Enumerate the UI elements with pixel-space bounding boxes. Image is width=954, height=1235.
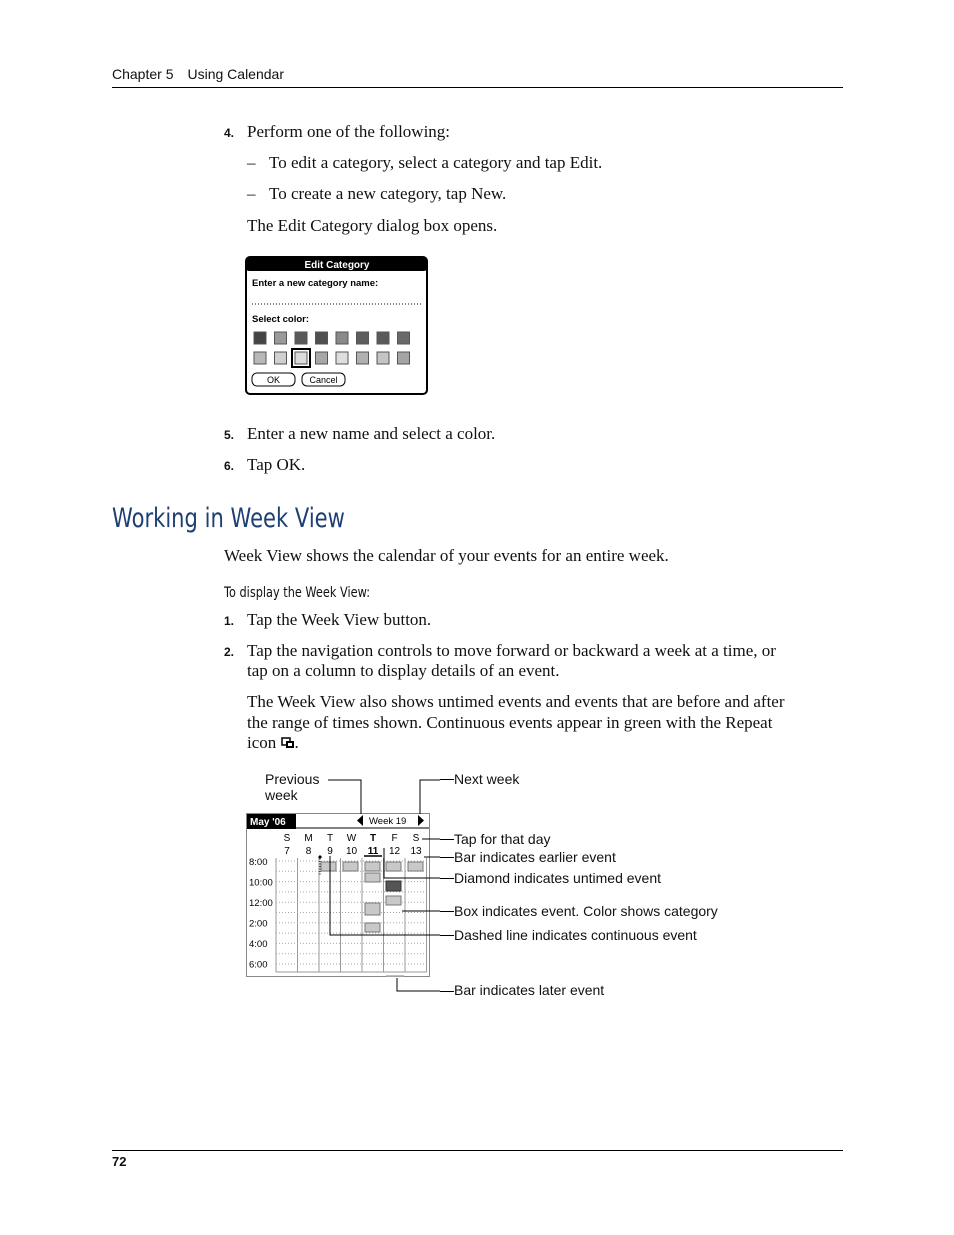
color-swatch[interactable]	[275, 352, 287, 364]
event-box[interactable]	[365, 923, 380, 932]
color-swatch[interactable]	[254, 332, 266, 344]
color-swatch[interactable]	[295, 332, 307, 344]
color-swatch[interactable]	[336, 332, 348, 344]
month-label: May '06	[250, 817, 286, 828]
event-box[interactable]	[321, 862, 336, 871]
page-number: 72	[112, 1154, 127, 1169]
step-text-line: Tap the navigation controls to move forward or backward a week at a time, or	[247, 641, 776, 660]
procedure-heading: To display the Week View:	[224, 585, 371, 601]
day-initial[interactable]: S	[412, 833, 420, 844]
color-swatch[interactable]	[357, 352, 369, 364]
time-label: 8:00	[249, 857, 268, 868]
paragraph-text: icon	[247, 733, 277, 752]
callout-line-previous	[328, 780, 361, 814]
callout-line-untimed-ext	[440, 878, 454, 879]
event-box[interactable]	[386, 896, 401, 905]
paragraph-line: The Week View also shows untimed events and events that are before and after	[247, 692, 785, 711]
week-label: Week 19	[369, 816, 407, 827]
time-label: 2:00	[249, 918, 268, 930]
event-box[interactable]	[386, 862, 401, 871]
cancel-label: Cancel	[309, 375, 338, 385]
callout-event-box: Box indicates event. Color shows category	[454, 903, 718, 919]
day-date[interactable]: 9	[327, 846, 333, 857]
callout-line-box-ext	[440, 911, 454, 912]
step-number: 1.	[224, 614, 235, 628]
time-label: 10:00	[249, 877, 273, 889]
step-number: 5.	[224, 428, 235, 442]
chapter-label: Chapter 5	[112, 66, 174, 82]
event-box[interactable]	[386, 881, 401, 891]
bullet-dash: –	[247, 153, 256, 172]
time-label: 12:00	[249, 898, 273, 909]
paragraph-line: the range of times shown. Continuous events appear in green with the Repeat	[247, 713, 773, 732]
day-initial[interactable]: T	[326, 833, 334, 844]
callout-earlier-event: Bar indicates earlier event	[454, 849, 616, 865]
day-date[interactable]: 13	[410, 846, 422, 857]
step-number: 2.	[224, 645, 235, 659]
callout-line-day-ext	[440, 839, 454, 840]
event-box[interactable]	[365, 903, 380, 915]
step-text: Tap OK.	[247, 455, 306, 474]
repeat-icon	[281, 737, 295, 749]
step-text: Tap the Week View button.	[247, 610, 432, 629]
color-swatch[interactable]	[336, 352, 348, 364]
day-date[interactable]: 12	[388, 846, 401, 857]
day-initial[interactable]: W	[346, 833, 357, 844]
day-initial[interactable]: T	[369, 833, 377, 844]
callout-untimed-event: Diamond indicates untimed event	[454, 870, 662, 886]
bullet-dash: –	[247, 184, 256, 203]
callout-continuous-event: Dashed line indicates continuous event	[454, 927, 697, 943]
running-header	[112, 66, 284, 82]
callout-line-next-ext	[440, 779, 454, 780]
event-box[interactable]	[365, 873, 380, 882]
step-text-line: tap on a column to display details of an event.	[247, 661, 560, 680]
day-date[interactable]: 11	[367, 846, 379, 857]
dialog-title: Edit Category	[304, 260, 370, 271]
day-date[interactable]: 8	[305, 846, 312, 857]
callout-line-next	[420, 780, 440, 814]
color-swatch[interactable]	[295, 352, 307, 364]
callout-text: Previous	[265, 771, 320, 787]
name-label: Enter a new category name:	[252, 278, 379, 289]
callout-line-later-ext	[440, 991, 454, 992]
color-swatch[interactable]	[275, 332, 287, 344]
bullet-text: To edit a category, select a category and tap Edit.	[269, 153, 603, 172]
color-swatch[interactable]	[377, 352, 389, 364]
step-number: 6.	[224, 459, 235, 473]
day-initial[interactable]: S	[283, 833, 291, 844]
ok-label: OK	[266, 375, 281, 385]
time-label: 6:00	[249, 959, 268, 971]
callout-line-dashed-ext	[440, 935, 454, 936]
footer-rule	[112, 1150, 843, 1151]
event-box[interactable]	[343, 862, 358, 871]
color-swatch[interactable]	[316, 352, 328, 364]
paragraph-text: .	[294, 733, 299, 752]
color-swatch[interactable]	[316, 332, 328, 344]
header-rule	[112, 87, 843, 88]
callout-line-later	[397, 978, 440, 991]
color-swatch[interactable]	[377, 332, 389, 344]
color-swatch[interactable]	[357, 332, 369, 344]
chapter-title: Using Calendar	[187, 66, 284, 82]
week-view-frame	[247, 814, 430, 977]
day-date[interactable]: 7	[284, 846, 290, 857]
step-number: 4.	[224, 126, 235, 140]
callout-later-event: Bar indicates later event	[454, 982, 605, 998]
step-text: Enter a new name and select a color.	[247, 424, 496, 443]
callout-tap-day: Tap for that day	[454, 831, 551, 847]
callout-previous-week	[265, 771, 319, 803]
color-label: Select color:	[252, 314, 310, 325]
callout-next-week: Next week	[454, 771, 520, 787]
time-label: 4:00	[249, 939, 268, 950]
color-swatch[interactable]	[254, 352, 266, 364]
color-swatch[interactable]	[398, 332, 410, 344]
day-initial[interactable]: F	[391, 833, 398, 844]
callout-line-earlier-ext	[440, 857, 454, 858]
result-text: The Edit Category dialog box opens.	[247, 216, 498, 235]
day-initial[interactable]: M	[304, 833, 313, 844]
edit-category-dialog	[245, 256, 429, 396]
color-swatch[interactable]	[398, 352, 410, 364]
event-box[interactable]	[365, 862, 380, 871]
section-title: Working in Week View	[112, 503, 345, 534]
section-intro: Week View shows the calendar of your events for an entire week.	[224, 546, 669, 565]
bullet-text: To create a new category, tap New.	[269, 184, 507, 203]
step-text: Perform one of the following:	[247, 122, 451, 141]
event-box[interactable]	[408, 862, 423, 871]
day-date[interactable]: 10	[345, 846, 358, 857]
paragraph-line	[247, 732, 299, 753]
callout-text: week	[265, 787, 298, 803]
